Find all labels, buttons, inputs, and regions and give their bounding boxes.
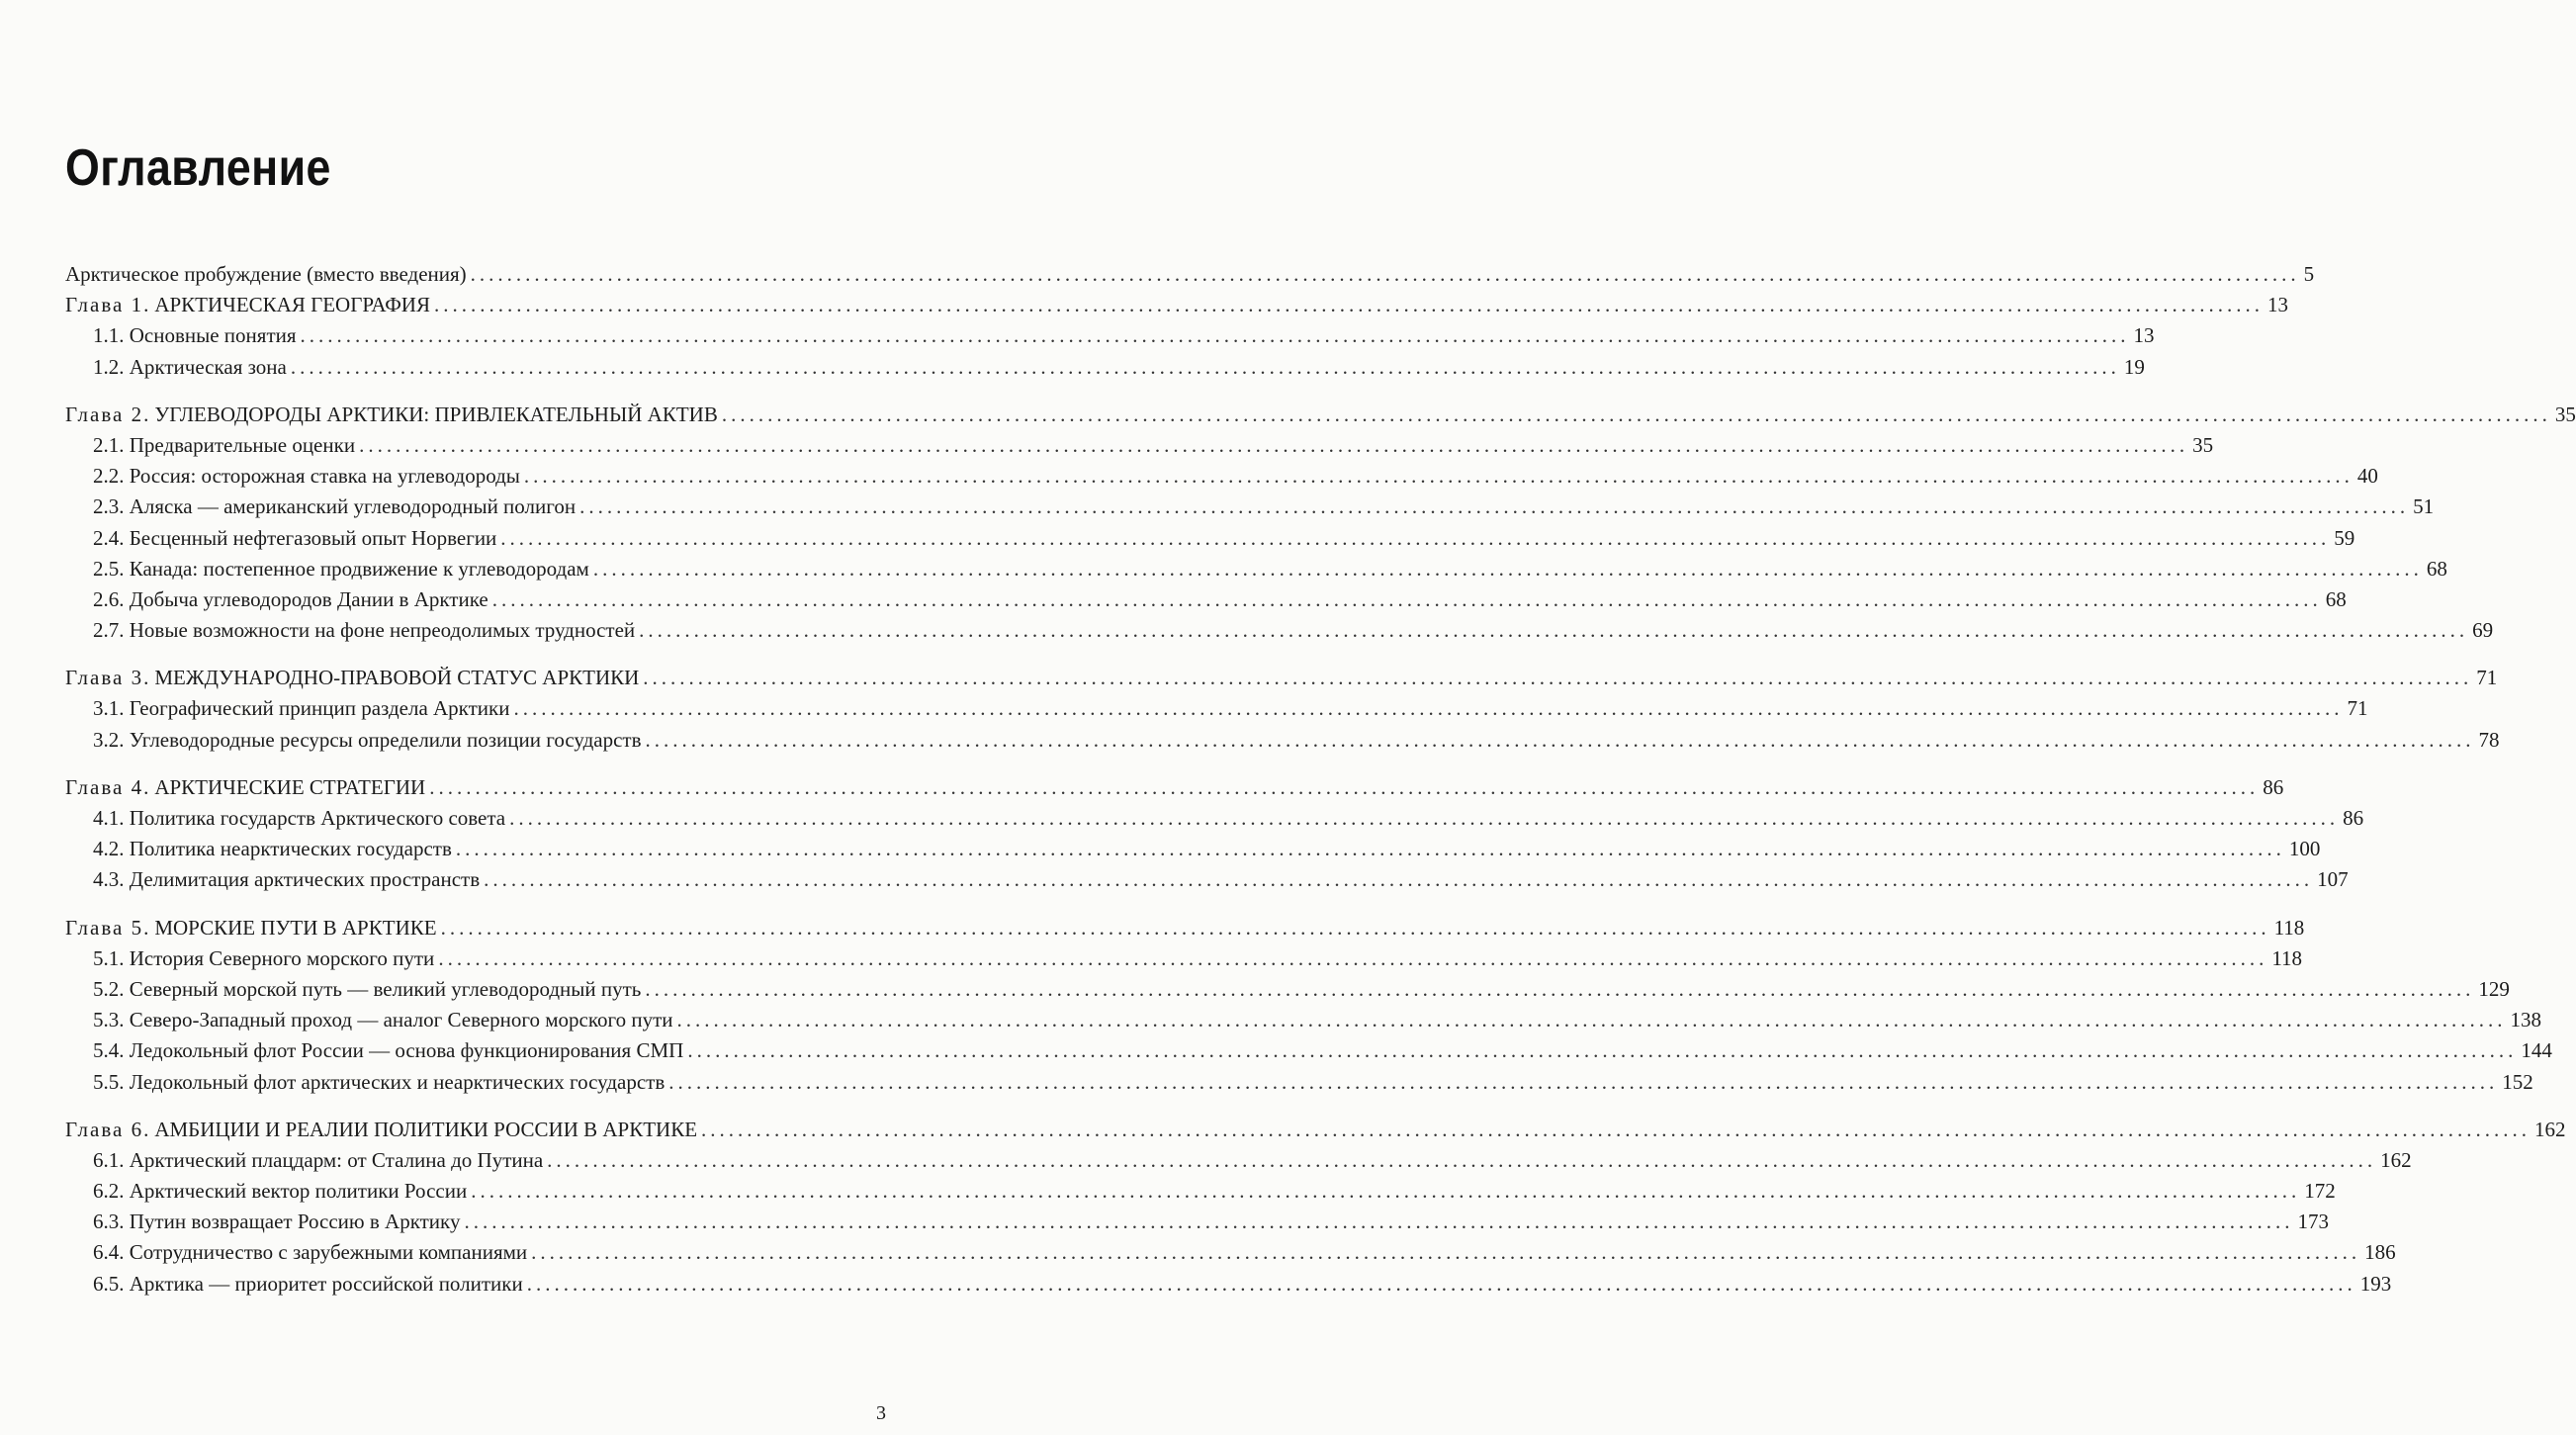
toc-chapter-prefix: Глава 3. [65,666,151,690]
toc-chapter-title: АРКТИЧЕСКИЕ СТРАТЕГИИ [154,774,426,799]
dot-leader: ........................................................................................................................................................................................................ [547,1147,2377,1172]
toc-section-label: 1.1. Основные понятия [93,323,297,348]
toc-section[interactable] [65,837,2321,867]
toc-section-label: 2.6. Добыча углеводородов Дании в Арктике [93,586,489,611]
toc-chapter[interactable] [65,666,2498,696]
toc-section-page: 138 [2510,1008,2542,1032]
toc-intro-page: 5 [2303,262,2315,286]
toc-chapter-prefix: Глава 5. [65,915,151,940]
toc-chapter-title: МОРСКИЕ ПУТИ В АРКТИКЕ [154,915,437,940]
dot-leader: ........................................................................................................................................................................................................ [531,1240,2361,1265]
toc-intro[interactable] [65,262,2315,293]
toc-section[interactable] [65,323,2155,354]
toc-section[interactable] [65,1179,2336,1210]
dot-leader: ........................................................................................................................................................................................................ [645,727,2475,752]
toc-section-page: 40 [2356,464,2378,489]
dot-leader: ........................................................................................................................................................................................................ [433,293,2264,317]
dot-leader: ........................................................................................................................................................................................................ [639,618,2469,643]
toc-section[interactable] [65,945,2303,977]
toc-chapter-title: УГЛЕВОДОРОДЫ АРКТИКИ: ПРИВЛЕКАТЕЛЬНЫЙ АКТИВ [154,402,718,426]
toc-section[interactable] [65,586,2347,618]
toc-section-page: 144 [2521,1038,2552,1063]
toc-section-label: 2.5. Канада: постепенное продвижение к углеводородам [93,556,589,581]
toc-section[interactable] [65,494,2435,525]
page-title: Оглавление [65,139,331,197]
toc-chapter[interactable] [65,915,2305,946]
toc-chapter-prefix: Глава 2. [65,402,151,426]
toc-section-page: 86 [2343,806,2364,830]
toc-section[interactable] [65,525,2355,557]
toc-section-label: 3.2. Углеводородные ресурсы определили позиции государств [93,727,642,752]
toc-section-label: 6.3. Путин возвращает Россию в Арктику [93,1210,461,1234]
toc-chapter-label [65,666,639,690]
toc-section-page: 193 [2359,1271,2392,1296]
toc-section[interactable] [65,464,2378,494]
dot-leader: ........................................................................................................................................................................................................ [643,666,2473,690]
dot-leader: ........................................................................................................................................................................................................ [429,774,2260,799]
dot-leader: ........................................................................................................................................................................................................ [509,806,2340,830]
toc-chapter[interactable] [65,402,2576,433]
toc-section-page: 35 [2192,432,2214,457]
toc-chapter-label [65,775,425,800]
toc-section[interactable] [65,618,2494,649]
toc-section-label: 6.5. Арктика — приоритет российской политики [93,1271,523,1296]
toc-chapter-title: АМБИЦИИ И РЕАЛИИ ПОЛИТИКИ РОССИИ В АРКТИКЕ [154,1117,698,1141]
toc-section[interactable] [65,727,2500,759]
toc-chapter[interactable] [65,774,2284,806]
dot-leader: ........................................................................................................................................................................................................ [440,915,2270,940]
table-of-contents [65,262,2576,1302]
toc-section-page: 69 [2472,618,2494,643]
toc-section-page: 152 [2502,1069,2533,1094]
toc-section-page: 13 [2133,323,2155,348]
toc-chapter-label [65,293,430,317]
toc-section-label: 6.1. Арктический плацдарм: от Сталина до Путина [93,1147,544,1172]
toc-chapter-page: 86 [2263,774,2284,799]
toc-section[interactable] [65,1240,2396,1271]
toc-chapter[interactable] [65,293,2288,323]
dot-leader: ........................................................................................................................................................................................................ [290,354,2120,379]
toc-chapter-page: 35 [2554,402,2576,426]
toc-section-page: 162 [2380,1147,2412,1172]
toc-section-page: 100 [2288,837,2321,861]
toc-section-label: 1.2. Арктическая зона [93,354,287,379]
toc-section-label: 2.4. Бесценный нефтегазовый опыт Норвегии [93,525,497,550]
toc-chapter-label [65,1118,697,1142]
toc-chapter-prefix: Глава 6. [65,1117,151,1141]
toc-section-page: 118 [2271,945,2303,970]
toc-section-page: 51 [2413,494,2435,519]
toc-section[interactable] [65,1069,2533,1101]
dot-leader: ........................................................................................................................................................................................................ [484,867,2314,892]
toc-section-label: 4.1. Политика государств Арктического совета [93,806,506,830]
toc-section-page: 173 [2297,1210,2329,1234]
toc-chapter-page: 71 [2476,666,2498,690]
dot-leader: ........................................................................................................................................................................................................ [491,586,2322,611]
toc-section-page: 186 [2364,1240,2396,1265]
dot-leader: ........................................................................................................................................................................................................ [438,945,2268,970]
toc-section-page: 71 [2347,696,2368,721]
toc-section-label: 2.7. Новые возможности на фоне непреодолимых трудностей [93,618,636,643]
dot-leader: ........................................................................................................................................................................................................ [513,696,2344,721]
dot-leader: ........................................................................................................................................................................................................ [300,323,2130,348]
toc-section[interactable] [65,1008,2542,1038]
toc-chapter-prefix: Глава 4. [65,774,151,799]
dot-leader: ........................................................................................................................................................................................................ [471,1179,2301,1204]
toc-section-page: 19 [2123,354,2145,379]
dot-leader: ........................................................................................................................................................................................................ [359,432,2189,457]
dot-leader: ........................................................................................................................................................................................................ [455,837,2285,861]
toc-section-page: 107 [2317,867,2349,892]
toc-section-label: 2.3. Аляска — американский углеводородный полигон [93,494,577,519]
toc-section-label: 5.5. Ледокольный флот арктических и неарктических государств [93,1069,666,1094]
toc-section-page: 68 [2426,556,2447,581]
toc-section-page: 68 [2325,586,2347,611]
toc-section-label: 4.2. Политика неарктических государств [93,837,452,861]
toc-section-label: 4.3. Делимитация арктических пространств [93,867,481,892]
toc-section[interactable] [65,354,2145,386]
toc-section-label: 3.1. Географический принцип раздела Арктики [93,696,510,721]
dot-leader: ........................................................................................................................................................................................................ [470,262,2300,286]
toc-section[interactable] [65,976,2510,1008]
dot-leader: ........................................................................................................................................................................................................ [500,525,2331,550]
page-number: 3 [876,1402,886,1424]
toc-section-page: 129 [2478,976,2510,1001]
toc-section-label: 6.4. Сотрудничество с зарубежными компаниями [93,1240,528,1265]
toc-section[interactable] [65,432,2214,464]
toc-chapter-prefix: Глава 1. [65,293,151,317]
dot-leader: ........................................................................................................................................................................................................ [687,1038,2518,1063]
toc-section[interactable] [65,867,2349,898]
toc-section[interactable] [65,1210,2329,1240]
toc-chapter-page: 118 [2273,915,2305,940]
toc-chapter-label [65,403,718,427]
toc-section-page: 172 [2304,1179,2336,1204]
dot-leader: ........................................................................................................................................................................................................ [592,556,2423,581]
toc-section-label: 5.2. Северный морской путь — великий углеводородный путь [93,976,642,1001]
toc-section[interactable] [65,1147,2412,1179]
toc-section-label: 2.1. Предварительные оценки [93,432,356,457]
toc-chapter-page: 13 [2266,293,2288,317]
dot-leader: ........................................................................................................................................................................................................ [668,1069,2499,1094]
toc-section[interactable] [65,556,2447,587]
toc-section-label: 6.2. Арктический вектор политики России [93,1179,468,1204]
toc-section-label: 5.4. Ледокольный флот России — основа функционирования СМП [93,1038,684,1063]
dot-leader: ........................................................................................................................................................................................................ [645,976,2475,1001]
toc-section[interactable] [65,696,2368,727]
toc-section-label: 5.3. Северо-Западный проход — аналог Северного морского пути [93,1008,673,1032]
toc-section-label: 5.1. История Северного морского пути [93,945,435,970]
toc-intro-label: Арктическое пробуждение (вместо введения) [65,262,467,286]
dot-leader: ........................................................................................................................................................................................................ [526,1271,2356,1296]
dot-leader: ........................................................................................................................................................................................................ [579,494,2410,519]
toc-chapter[interactable] [65,1117,2566,1148]
dot-leader: ........................................................................................................................................................................................................ [701,1117,2532,1141]
toc-section[interactable] [65,1271,2392,1302]
toc-chapter-label [65,916,437,941]
dot-leader: ........................................................................................................................................................................................................ [676,1008,2507,1032]
dot-leader: ........................................................................................................................................................................................................ [523,464,2354,489]
toc-section[interactable] [65,806,2364,837]
toc-section[interactable] [65,1038,2552,1069]
toc-section-page: 78 [2478,727,2500,752]
toc-chapter-title: АРКТИЧЕСКАЯ ГЕОГРАФИЯ [154,293,430,317]
toc-chapters [65,293,2576,1302]
toc-chapter-title: МЕЖДУНАРОДНО-ПРАВОВОЙ СТАТУС АРКТИКИ [154,666,640,690]
dot-leader: ........................................................................................................................................................................................................ [464,1210,2294,1234]
dot-leader: ........................................................................................................................................................................................................ [721,402,2551,426]
toc-chapter-page: 162 [2534,1117,2566,1141]
toc-section-page: 59 [2334,525,2355,550]
toc-section-label: 2.2. Россия: осторожная ставка на углеводороды [93,464,520,489]
